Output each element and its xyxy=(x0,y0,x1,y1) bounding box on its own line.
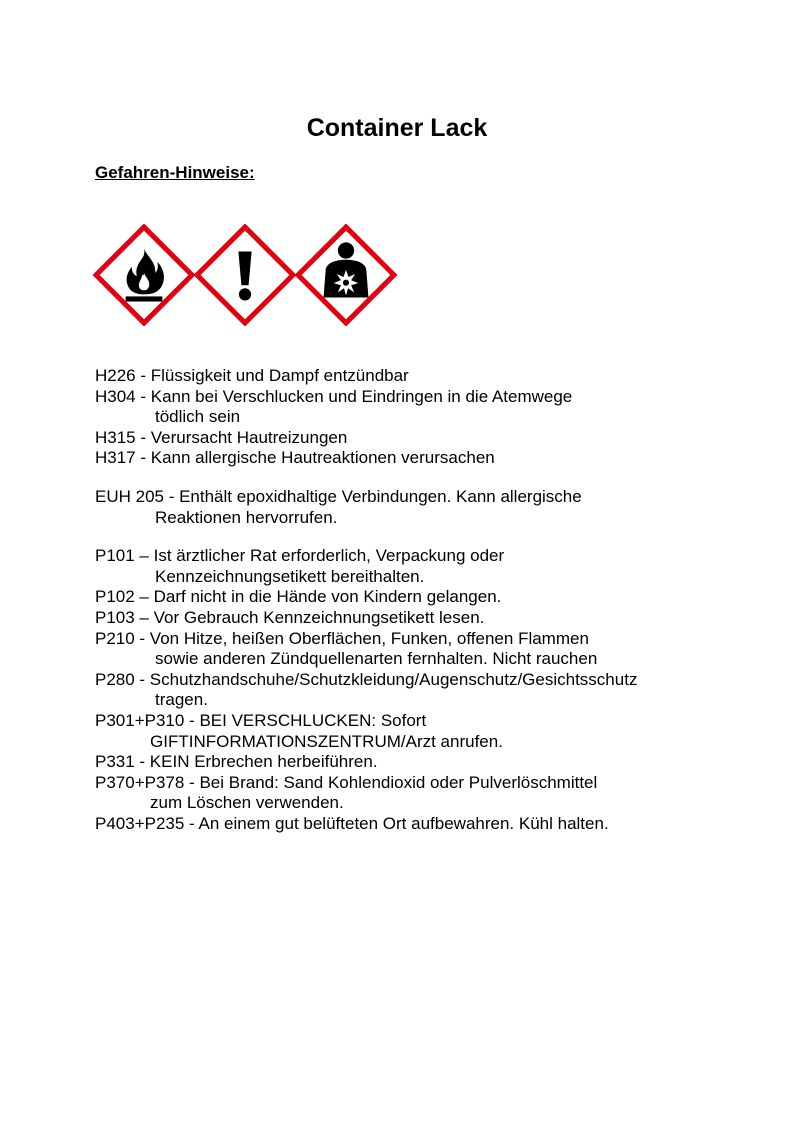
p-statement: P102 – Darf nicht in die Hände von Kindern gelangen. xyxy=(95,587,502,607)
p-statement: P331 - KEIN Erbrechen herbeiführen. xyxy=(95,752,378,772)
euh-statement-continuation: Reaktionen hervorrufen. xyxy=(155,507,338,527)
hazard-statements xyxy=(95,366,735,834)
p-statement-continuation: zum Löschen verwenden. xyxy=(150,793,344,813)
p-statement-continuation: tragen. xyxy=(155,690,208,710)
h-statement-continuation: tödlich sein xyxy=(155,407,241,427)
h-statements-group xyxy=(95,366,735,469)
euh-statement: EUH 205 - Enthält epoxidhaltige Verbindungen. Kann allergische xyxy=(95,486,582,506)
p-statement-continuation: sowie anderen Zündquellenarten fernhalten. Nicht rauchen xyxy=(155,649,598,669)
exclamation-mark-icon xyxy=(194,224,296,326)
h-statement: H315 - Verursacht Hautreizungen xyxy=(95,427,348,447)
p-statements-group xyxy=(95,546,735,834)
section-heading: Gefahren-Hinweise: xyxy=(95,163,255,182)
p-statement: P301+P310 - BEI VERSCHLUCKEN: Sofort xyxy=(95,710,427,730)
p-statement: P403+P235 - An einem gut belüfteten Ort aufbewahren. Kühl halten. xyxy=(95,813,609,833)
health-hazard-icon xyxy=(295,224,397,326)
p-statement: P280 - Schutzhandschuhe/Schutzkleidung/Augenschutz/Gesichtsschutz xyxy=(95,669,638,689)
h-statement: H304 - Kann bei Verschlucken und Eindringen in die Atemwege xyxy=(95,386,573,406)
p-statement: P103 – Vor Gebrauch Kennzeichnungsetikett lesen. xyxy=(95,607,485,627)
p-statement: P370+P378 - Bei Brand: Sand Kohlendioxid oder Pulverlöschmittel xyxy=(95,772,598,792)
p-statement: P101 – Ist ärztlicher Rat erforderlich, Verpackung oder xyxy=(95,546,505,566)
h-statement: H317 - Kann allergische Hautreaktionen verursachen xyxy=(95,448,495,468)
euh-statements-group xyxy=(95,487,735,528)
p-statement-continuation: Kennzeichnungsetikett bereithalten. xyxy=(155,566,425,586)
p-statement: P210 - Von Hitze, heißen Oberflächen, Funken, offenen Flammen xyxy=(95,628,589,648)
flame-icon xyxy=(93,224,195,326)
h-statement: H226 - Flüssigkeit und Dampf entzündbar xyxy=(95,366,409,385)
p-statement-continuation: GIFTINFORMATIONSZENTRUM/Arzt anrufen. xyxy=(150,731,503,751)
document-title: Container Lack xyxy=(306,114,488,142)
